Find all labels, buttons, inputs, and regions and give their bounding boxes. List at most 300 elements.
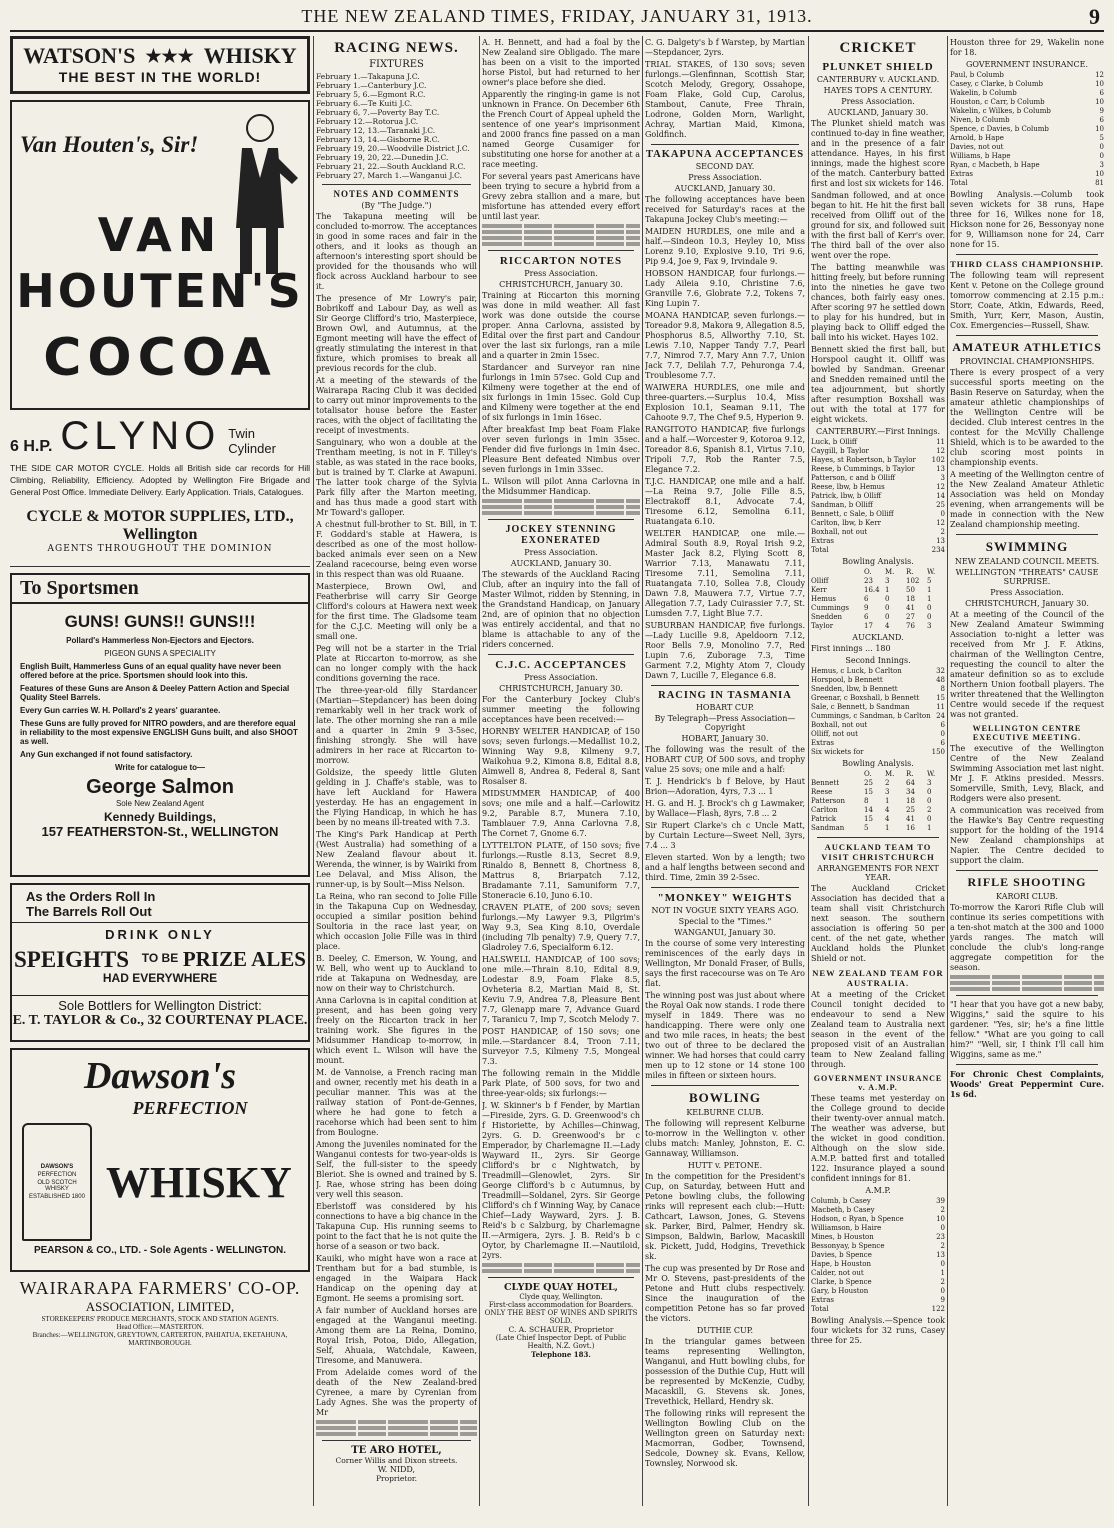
fixture-item: February 13, 14.—Gisborne R.C. <box>316 135 440 144</box>
runs: 1 <box>940 1269 945 1277</box>
bowler-name: Olliff <box>811 577 829 585</box>
runs: 13 <box>936 465 945 473</box>
paragraph: A meeting of the Wellington centre of the New Zealand Amateur Athletic Association was held on Monday evening, when arrangements will be made in connection with the New Zealand championship meeting. <box>950 470 1104 529</box>
clyde-quay-hotel-ad <box>482 1282 640 1359</box>
byline: (By "The Judge.") <box>361 201 432 210</box>
batsman-name: Luck, b Olliff <box>811 438 857 446</box>
paragraph: Sandman followed, and at once began to hit. He hit the first ball received from Olliff out of the ground for six, and followed suit with the first ball of Kerr's over. The third ball of the over also went over the rope. <box>811 191 945 260</box>
bowling-row <box>811 595 945 604</box>
bowling-header-cell <box>811 568 861 577</box>
bowling-figure: 4 <box>885 806 890 814</box>
paragraph: The winning post was just about where the Royal Oak now stands. I rode there myself in 1849. There was no handicapping. There were only one and two mile races, in heats; the best two out of three to be declared the winner. We had horses that could carry men up to 12 stone or 14 stone 100 miles in fifteen or sixteen hours. <box>645 991 805 1080</box>
cricket-column <box>811 36 945 1506</box>
bowling-figure: 0 <box>927 788 932 796</box>
bowling-row <box>811 815 945 824</box>
bowling-row <box>811 586 945 595</box>
fixture-item: February 21, 22.—South Auckland R.C. <box>316 162 466 171</box>
takapuna-acceptances-heading: TAKAPUNA ACCEPTANCES <box>645 149 805 160</box>
score-row <box>811 510 945 519</box>
score-row <box>811 537 945 546</box>
bowling-figure: 15 <box>864 815 873 823</box>
paragraph: Peg will not be a starter in the Trial Plate at Riccarton to-morrow, as she can no longer comply with the hack conditions governing the race. <box>316 644 477 683</box>
van-houten-headline: Van Houten's, Sir! <box>20 132 199 157</box>
score-row <box>950 116 1104 125</box>
subheading: NEW ZEALAND COUNCIL MEETS. <box>954 557 1100 566</box>
wairarapa-merchants: STOREKEEPERS' PRODUCE MERCHANTS, STOCK AND STATION AGENTS. <box>41 1315 279 1323</box>
fixture-item: February 1.—Takapuna J.C. <box>316 72 420 81</box>
score-row <box>811 474 945 483</box>
fixture-item: February 27, March 1.—Wanganui J.C. <box>316 171 462 180</box>
score-row <box>811 483 945 492</box>
cjc-acceptances-heading: C.J.C. ACCEPTANCES <box>495 659 627 671</box>
guns-line-8: Write for catalogue to— <box>114 763 206 772</box>
runs: 48 <box>936 676 945 684</box>
score-row <box>811 456 945 465</box>
batsman-name: Williamson, b Haire <box>811 1224 882 1232</box>
paragraph: Anna Carlovna is in capital condition at present, and has been going very freely on the Riccarton track in her training work. She figures in the Midsummer Handicap to-morrow, in which event L. Wilson will have the mount. <box>316 996 477 1065</box>
clyno-twin: Twin <box>228 426 255 441</box>
bottle-label-perfection: PERFECTION <box>37 1172 77 1178</box>
hotel-line: First-class accommodation for Boarders. ONLY THE BEST OF WINES AND SPIRITS SOLD. <box>484 1301 638 1325</box>
clyno-description: THE SIDE CAR MOTOR CYCLE. Holds all British side car records for Hill Climbing, Reliability, Efficiency. Adopted by Wellington Fire Brigade and General Post Office. Immediate Delivery. Early Application. Trials, Catalogues. <box>10 463 310 497</box>
te-aro-hotel-ad <box>316 1445 477 1483</box>
batsman-name: Davies, not out <box>950 143 1004 151</box>
score-row <box>811 730 945 739</box>
bowling-figure: 1 <box>927 595 932 603</box>
paragraph: The three-year-old filly Stardancer (Martian—Stepdancer) has been doing remarkably well in her track work of late. The other morning she ran a mile and a quarter in 2min 9 3-5sec, finishing strongly. She will have admirers in her race at Riccarton to-morrow. <box>316 686 477 765</box>
dateline: CHRISTCHURCH, January 30. <box>965 599 1089 608</box>
hotel-owner: W. NIDD, <box>377 1465 416 1474</box>
paragraph: A chestnut full-brother to St. Bill, in T. F. Goddard's stable at Hawera, is described as one of the most hollow-backed animals ever seen on a New Zealand racecourse, being even worse in this respect than was old Ruaane. <box>316 520 477 579</box>
subheading: AUCKLAND. <box>852 633 904 642</box>
bowling-figure: 5 <box>864 824 869 832</box>
fixture-item: February 12.—Rotorua J.C. <box>316 117 419 126</box>
runs: 0 <box>940 1260 945 1268</box>
bowler-name: Taylor <box>811 622 834 630</box>
paragraph: The executive of the Wellington Centre of the New Zealand Swimming Association met last night. Mr J. F. Atkins presided. Messrs. Somerville, Smith, Levy, Black, and Rodgers were also present. <box>950 744 1104 803</box>
bowling-row <box>811 788 945 797</box>
bowler-name: Kerr <box>811 586 827 594</box>
racing-news-column <box>316 36 477 1506</box>
score-row <box>811 492 945 501</box>
paragraph: L. Wilson will pilot Anna Carlovna in the Midsummer Handicap. <box>482 477 640 496</box>
government-insurance-heading: GOVERNMENT INSURANCE v. A.M.P. <box>813 1074 943 1092</box>
paragraph: CRAVEN PLATE, of 200 sovs; seven furlongs.—My Lawyer 9.3, Pilgrim's Way 9.3, Sea King 8.10, Overdale (including 7lb penalty) 7.9, Query 7.7, Gladroley 7.6, Specialform 6.12. <box>482 903 640 952</box>
bowling-row <box>811 604 945 613</box>
score-row <box>811 1206 945 1215</box>
paragraph: RANGITOTO HANDICAP, five furlongs and a half.—Worcester 9, Kotoroa 9.12, Toreador 8.6, Spanish 8.1, Virtus 7.10, Tripoli 7.7, Rob the Ranter 7.5, Elegance 7.2. <box>645 425 805 474</box>
batsman-name: Columb, b Casey <box>811 1197 871 1205</box>
runs: 0 <box>940 1224 945 1232</box>
score-row <box>811 1224 945 1233</box>
paragraph: La Reina, who ran second to Jolie Fille in the Takapuna Cup on Wednesday, occupied a similar position behind Soultoria in the race last year, on which occasion Jolie Fille was in third place. <box>316 892 477 951</box>
sports-column <box>950 36 1104 1506</box>
score-row <box>811 1260 945 1269</box>
bowling-figure: 25 <box>864 779 873 787</box>
rifle-shooting-heading: RIFLE SHOOTING <box>967 875 1087 889</box>
runs: 234 <box>931 546 945 554</box>
bowling-header-cell <box>811 770 861 779</box>
paragraph: In the competition for the President's Cup, on Saturday, between Hutt and Petone bowling clubs, the following rinks will represent each club:—Hutt: Cathcart, Lawson, Jones, G. Stevens sk. Parker, Bird, Palmer, Hendry sk. Simpson, Baldwin, Barlow, Macaskill sk. Pickett, Judd, Hodgins, Trevethick sk. <box>645 1172 805 1261</box>
fixture-item: February 6.—Te Kuiti J.C. <box>316 99 413 108</box>
paragraph: C. G. Dalgety's b f Warstep, by Martian—Stepdancer, 2yrs. <box>645 38 805 57</box>
runs: 0 <box>1099 143 1104 151</box>
runs: 10 <box>1095 170 1104 178</box>
press-association: Press Association. <box>841 97 915 106</box>
clyno-hp: 6 H.P. <box>10 438 53 455</box>
acceptances-column <box>645 36 805 1506</box>
bowling-figure: 3 <box>927 779 932 787</box>
subheading: CANTERBURY v. AUCKLAND. <box>816 75 940 84</box>
runs: 14 <box>936 492 945 500</box>
runs: 2 <box>940 528 945 536</box>
bowling-figure: 0 <box>885 595 890 603</box>
runs: 6 <box>1099 116 1104 124</box>
bowling-figure: 1 <box>927 586 932 594</box>
page-number: 9 <box>1089 4 1100 29</box>
guns-line-6: These Guns are fully proved for NITRO powders, and are therefore equal in reliability to the most expensive ENGLISH Guns built, and also SHOOT as well. <box>20 719 298 746</box>
runs: 150 <box>931 748 945 756</box>
score-row <box>811 748 945 757</box>
racing-news-heading: RACING NEWS. <box>334 40 459 56</box>
speights-ad <box>10 883 310 1042</box>
bowling-figure: 8 <box>864 797 869 805</box>
fixture-item: February 1.—Canterbury J.C. <box>316 81 427 90</box>
speights-line-1: As the Orders Roll In <box>26 889 156 904</box>
paragraph: The Takapuna meeting will be concluded to-morrow. The acceptances in good in some races and fair in the others, and it looks as though an afternoon's interesting sport should be provided for the thousands who will flock across Auckland harbour to see it. <box>316 212 477 291</box>
bowling-header-row <box>811 770 945 779</box>
runs: 13 <box>936 1251 945 1259</box>
paragraph: Bennett skied the first ball, but Horspool caught it. Olliff was bowled by Sandman. Greenar and Snedden remained until the tea adjournment, but shortly after resumption Boxshall was out with the total at 177 for eight wickets. <box>811 345 945 424</box>
paragraph: Sanguinary, who won a double at the Trentham meeting, is not in F. Tilley's stable, as was stated in the race books, but is trained by T. Clarke at Awapuni. The latter took charge of the Sylvia Park filly after the Marton meeting, and has thus made a good start with Mr Toward's galloper. <box>316 438 477 517</box>
batsman-name: Caygill, b Taylor <box>811 447 869 455</box>
guns-ad <box>10 573 310 877</box>
whisky-bottle-illustration <box>22 1123 92 1241</box>
subheading: Second Innings. <box>845 656 911 665</box>
paragraph: M. de Vannoise, a French racing man and owner, recently met his death in a peculiar manner. This was at the railway station of Pont-de-Gennes, where he had gone to fetch a racehorse which had been sent to him from Boulogne. <box>316 1068 477 1137</box>
runs: 25 <box>936 501 945 509</box>
batsman-name: Cummings, c Sandman, b Carlton <box>811 712 931 720</box>
paragraph: Among the juveniles nominated for the Wanganui contests for two-year-olds is Self, the full-sister to the speedy Bleriot. She is owned and trained by S. J. Rae, whose string has been doing very well this season. <box>316 1140 477 1199</box>
fixture-item: February 19, 20, 22.—Dunedin J.C. <box>316 153 449 162</box>
dawsons-whisky-ad <box>10 1048 310 1272</box>
batsman-name: Total <box>811 546 829 554</box>
score-row <box>811 1251 945 1260</box>
speights-arc-text: DRINK ONLY <box>105 927 215 942</box>
column-rule <box>642 36 643 1506</box>
runs: 39 <box>936 1197 945 1205</box>
notes-comments-heading: NOTES AND COMMENTS <box>333 189 460 199</box>
batsman-name: Bennett, c Sale, b Olliff <box>811 510 894 518</box>
paragraph: T.J.C. HANDICAP, one mile and a half.—La Reina 9.7, Jolie Fille 8.5, Electrakoff 8.1, Advocate 7.4, Tiresome 6.12, Semolina 6.11, Ruatangata 6.10. <box>645 477 805 526</box>
fixture-list <box>316 72 477 180</box>
bowling-header-cell: W. <box>927 568 936 576</box>
bowling-figure: 16.4 <box>864 586 880 594</box>
special-credit: Special to the "Times." <box>678 917 772 926</box>
score-row <box>811 667 945 676</box>
runs: 23 <box>936 1233 945 1241</box>
score-row <box>950 143 1104 152</box>
paragraph: Goldsize, the speedy little Gluten gelding in J. Chaffe's stable, was to have left Auckland for Hawera yesterday. He has an engagement in the Flying Handicap, in which he has been by no means ill-treated with 7.3. <box>316 768 477 827</box>
subheading: KELBURNE CLUB. <box>686 1108 764 1117</box>
dateline: CHRISTCHURCH, January 30. <box>499 280 623 289</box>
dawsons-agents: PEARSON & CO., LTD. - Sole Agents - WELLINGTON. <box>33 1245 287 1256</box>
bowling-figure: 1 <box>927 824 932 832</box>
bowling-figure: 6 <box>864 595 869 603</box>
batsman-name: Reese, b Cummings, b Taylor <box>811 465 915 473</box>
cricket-heading: CRICKET <box>839 40 917 56</box>
column-rule <box>313 36 314 1506</box>
batsman-name: Wakelin, c Wilkes, b Columb <box>950 107 1051 115</box>
runs: 10 <box>1095 80 1104 88</box>
batsman-name: Reese, lbw, b Hemus <box>811 483 885 491</box>
paragraph: WAIWERA HURDLES, one mile and three-quarters.—Surplus 10.4, Miss Explosion 10.1, Seaman 9.11, The Cahoote 9.7, The Chef 9.5, Hyperion 9. <box>645 383 805 422</box>
subheading: WELLINGTON "THREATS" CAUSE SURPRISE. <box>955 568 1099 586</box>
runs: 5 <box>1099 134 1104 142</box>
score-row <box>950 179 1104 188</box>
runs: 12 <box>936 519 945 527</box>
dateline: AUCKLAND, January 30. <box>827 108 929 117</box>
paragraph: There is every prospect of a very successful sports meeting on the Basin Reserve on Saturday, when the amateur athletic championships of the Wellington Centre will be decided. Club interest centres in the contest for the McVilly Challenge Shield, which is to be awarded to the club scoring most points in championship events. <box>950 368 1104 467</box>
batsman-name: Arnold, b Hape <box>950 134 1004 142</box>
bowling-figure: 18 <box>906 797 915 805</box>
paragraph: Bowling Analysis.—Spence took four wickets for 32 runs, Casey three for 25. <box>811 1316 945 1345</box>
score-row <box>811 1296 945 1305</box>
subheading: KARORI CLUB. <box>996 892 1058 901</box>
score-row <box>950 170 1104 179</box>
runs: 8 <box>940 685 945 693</box>
scorecard-canterbury <box>811 438 945 555</box>
paragraph: Kauiki, who might have won a race at Trentham but for a bad stumble, is engaged in the Waipara Hack Handicap on the opening day at Egmont. He seems a promising sort. <box>316 1254 477 1303</box>
advert-line: For Chronic Chest Complaints, Woods' Great Peppermint Cure. 1s 6d. <box>950 1069 1104 1099</box>
bowling-figure: 23 <box>864 577 873 585</box>
score-row <box>811 676 945 685</box>
batsman-name: Houston, c Carr, b Columb <box>950 98 1045 106</box>
bowling-figure: 14 <box>864 806 873 814</box>
bowling-figure: 1 <box>885 586 890 594</box>
third-class-heading: THIRD CLASS CHAMPIONSHIP. <box>950 259 1104 269</box>
batsman-name: Williams, b Hape <box>950 152 1011 160</box>
racing-tasmania-heading: RACING IN TASMANIA <box>658 690 792 701</box>
batsman-name: Hape, b Houston <box>811 1260 872 1268</box>
speights-line-2: The Barrels Roll Out <box>12 904 308 923</box>
batsman-name: Greenar, c Boxshall, b Bennett <box>811 694 920 702</box>
batsman-name: Hayes, st Robertson, b Taylor <box>811 456 916 464</box>
score-row <box>950 125 1104 134</box>
paragraph: The following will represent Kelburne to-morrow in the Wellington v. other clubs match: Manley, Johnston, E. C. Gannaway, Williamson. <box>645 1119 805 1158</box>
bowling-row <box>811 797 945 806</box>
paragraph: After breakfast Imp beat Foam Flake over seven furlongs in 1min 35sec. Fender did five furlongs in 1min 4sec. Pleasure Bent defeated Nimbus over seven furlongs in 1min 33sec. <box>482 425 640 474</box>
bowling-figure: 64 <box>906 779 915 787</box>
batsman-name: Casey, c Clarke, b Columb <box>950 80 1043 88</box>
bowling-figure: 27 <box>906 613 915 621</box>
score-row <box>811 501 945 510</box>
fixture-item: February 19, 20.—Woodville District J.C. <box>316 144 470 153</box>
subheading: HUTT v. PETONE. <box>687 1161 763 1170</box>
dateline: HOBART, January 30. <box>681 734 769 743</box>
bowling-figure: 9 <box>864 604 869 612</box>
bowling-figure: 50 <box>906 586 915 594</box>
guns-line-5: Every Gun carries W. H. Pollard's 2 years' guarantee. <box>20 706 221 715</box>
score-row <box>950 80 1104 89</box>
paragraph: Training at Riccarton this morning was done in mild weather. All fast work was done outside the course proper. Anna Carlovna, assisted by Edital over the first part and Candour over the last six furlongs, ran a mile and a quarter in 2min 15sec. <box>482 291 640 360</box>
guns-address: 157 FEATHERSTON-St., WELLINGTON <box>41 824 279 839</box>
wairarapa-assoc: ASSOCIATION, LIMITED, <box>85 1299 235 1314</box>
paragraph: For the Canterbury Jockey Club's summer meeting the following acceptances have been received:— <box>482 695 640 724</box>
riccarton-notes-heading: RICCARTON NOTES <box>499 255 623 267</box>
cocoa-word: COCOA <box>43 328 277 388</box>
runs: 0 <box>940 510 945 518</box>
speights-left-word: SPEIGHTS <box>14 947 130 972</box>
batsman-name: Sandman, b Olliff <box>811 501 873 509</box>
bowling-row <box>811 622 945 631</box>
bowling-row <box>811 806 945 815</box>
paragraph: MAIDEN HURDLES, one mile and a half.—Sindeon 10.3, Heyley 10, Miss Lorenz 9.10, Explosive 9.10, Tri 9.6, Pip 9.4, Joe 9, Fax 9, Irvindale 9. <box>645 227 805 266</box>
watsons-tagline: THE BEST IN THE WORLD! <box>58 69 262 85</box>
dateline: WANGANUI, January 30. <box>674 928 776 937</box>
guns-line-3: English Built, Hammerless Guns of an equal quality have never been offered before at the price. Sportsmen should look into this. <box>20 662 281 680</box>
score-row <box>811 1305 945 1314</box>
paragraph: The Plunket shield match was continued to-day in fine weather, and in the presence of a fair attendance. Hayes, in his first innings, made the highest score of the match. Canterbury batted first and lost six wickets for 146. <box>811 119 945 188</box>
batsman-name: Patterson, c and b Olliff <box>811 474 896 482</box>
paragraph: Masterpiece, Brown Owl, and Featherbrise will carry Sir George Clifford's colours at Hawera next week for the first time. The Gladsome team for the C.J.C. Meeting will only be a small one. <box>316 582 477 641</box>
paragraph: The batting meanwhile was hitting freely, but before running into the nineties he gave two chances, both fairly easy ones. After scoring 97 he settled down to play for his hundred, but in playing back to Olliff edged the ball into his wicket. Hayes 102. <box>811 263 945 342</box>
bowler-name: Snedden <box>811 613 843 621</box>
bottle-label-est: ESTABLISHED 1800 <box>29 1194 85 1200</box>
paragraph: For several years past Americans have been trying to secure a hybrid from a Grevy zebra stallion and a mare, but misfortune has attended every effort until last year. <box>482 172 640 221</box>
bowling-figure: 34 <box>906 788 915 796</box>
bowling-table <box>811 568 945 631</box>
amateur-athletics-heading: AMATEUR ATHLETICS <box>952 340 1102 354</box>
runs: 2 <box>940 1242 945 1250</box>
score-row <box>950 89 1104 98</box>
subheading: PROVINCIAL CHAMPIONSHIPS. <box>959 357 1095 366</box>
column-rule <box>808 36 809 1506</box>
score-row <box>811 546 945 555</box>
bowling-table <box>811 770 945 833</box>
paragraph: The following was the result of the HOBART CUP, Of 500 sovs, and trophy value 25 sovs; one mile and a half: <box>645 745 805 774</box>
paragraph: Eleven started. Won by a length; two and a half lengths between second and third. Time, 2min 39 2-5sec. <box>645 853 805 882</box>
score-row <box>811 528 945 537</box>
press-association: By Telegraph—Press Association—Copyright <box>654 714 796 732</box>
paragraph: The following acceptances have been received for Saturday's races at the Takapuna Jockey Club's meeting:— <box>645 195 805 224</box>
paragraph: MOANA HANDICAP, seven furlongs.—Toreador 9.8, Makora 9, Allegation 8.5, Phosphorus 8.5, Allworthy 7.10, St. Lewis 7.10, Napper Tandy 7.7, Pearl 7.7, Nimrod 7.7, Mary Ann 7.7, Union Jack 7.7, Delilah 7.7, Pehuronga 7.4, Troublesome 7.7. <box>645 311 805 380</box>
bowling-title: Bowling Analysis. <box>842 557 914 566</box>
paragraph: Stardancer and Surveyor ran nine furlongs in 1min 57sec. Gold Cup and Kilmeny were together at the end of six furlongs in 1min 15sec. Gold Cup and Kilmeny were together at the end of six furlongs in 1min 16sec. <box>482 363 640 422</box>
paragraph: Apparently the ringing-in game is not unknown in France. On December 6th the French Court of Appeal upheld the sentence of one year's imprisonment and 2000 francs fine passed on a man named George Cusamiger for substituting one horse for another at a race meeting. <box>482 90 640 169</box>
bowling-figure: 3 <box>885 577 890 585</box>
score-row <box>950 152 1104 161</box>
score-row <box>811 1287 945 1296</box>
speights-mid-2: HAD EVERYWHERE <box>102 971 218 985</box>
masthead <box>10 4 1104 32</box>
scorecard-amp <box>811 1197 945 1314</box>
score-row <box>811 1278 945 1287</box>
score-row <box>811 1233 945 1242</box>
bowling-figure: 0 <box>885 613 890 621</box>
paragraph: The following remain in the Middle Park Plate, of 500 sovs, for two and three-year-olds; six furlongs:— <box>482 1069 640 1098</box>
clyno-company: CYCLE & MOTOR SUPPLIES, LTD., Wellington <box>26 508 294 543</box>
paragraph: B. Deeley, C. Emerson, W. Young, and W. Bell, who went up to Auckland to ride at Takapuna on Wednesday, are now on their way to Christchurch. <box>316 954 477 993</box>
runs: 122 <box>931 1305 945 1313</box>
paragraph: At a meeting of the Cricket Council tonight decided to endeavour to send a New Zealand team to Australia next season in the event of the proposed visit of an Australian team to New Zealand falling through. <box>811 990 945 1069</box>
paragraph: HORNBY WELTER HANDICAP, of 150 sovs; seven furlongs.—Medallist 10.2, Winning Way 9.8, Kilmeny 9.7, Waikohua 9.2, Kimona 8.8, Edital 8.8, Aimwell 8, Andrea 8, Federal 8, Sant Rosalser 8. <box>482 727 640 786</box>
batsman-name: Clarke, b Spence <box>811 1278 872 1286</box>
paragraph: WELTER HANDICAP, one mile.—Admiral South 8.9, Royal Irish 9.2, Master Jack 8.2, Flying Scott 8, Warrior 7.13, Manawatu 7.11, Tiresome 7.11, Semolina 7.11, Ruatangata 7.10, Sollea 7.8, Cloudy Dawn 7.8, Mauwera 7.7, Virtue 7.7, Allegation 7.7, Lady Cuirassier 7.7, St. Lumsden 7.7, Light Blue 7.7. <box>645 529 805 618</box>
houtens-word: HOUTEN'S <box>16 264 304 318</box>
wairarapa-title: WAIRARAPA FARMERS' CO-OP. <box>19 1278 301 1298</box>
bowling-header-cell: O. <box>864 568 872 576</box>
bowler-name: Bennett <box>811 779 840 787</box>
bowler-name: Sandman <box>811 824 845 832</box>
runs: 9 <box>940 1296 945 1304</box>
score-row <box>811 438 945 447</box>
subheading: NOT IN VOGUE SIXTY YEARS AGO. <box>651 906 799 915</box>
clyno-name: CLYNO <box>60 414 221 458</box>
bowling-row <box>811 577 945 586</box>
guns-line-7: Any Gun exchanged if not found satisfactory. <box>20 750 193 759</box>
score-row <box>811 721 945 730</box>
bowler-name: Patterson <box>811 797 845 805</box>
paragraph: HOBSON HANDICAP, four furlongs.—Lady Aileia 9.10, Christine 7.6, Granville 7.6, Globrate 7.2, Tokens 7, King Lupin 7. <box>645 269 805 308</box>
bowler-name: Reese <box>811 788 833 796</box>
bowling-figure: 15 <box>864 788 873 796</box>
paragraph: The stewards of the Auckland Racing Club, after an inquiry into the fall of Master Wilmot, ridden by Stenning, in the Grandstand Handicap, on January 2nd, are of opinion that no objection was entirely accidental, and that no blame is attachable to any of the riders concerned. <box>482 570 640 649</box>
hotel-line: (Late Chief Inspector Dept. of Public Health, N.Z. Govt.) <box>495 1334 627 1350</box>
subheading: HAYES TOPS A CENTURY. <box>823 86 933 95</box>
score-row <box>811 703 945 712</box>
batsman-name: Extras <box>811 537 834 545</box>
guns-building: Kennedy Buildings, <box>103 810 216 824</box>
batsman-name: Davies, b Spence <box>811 1251 872 1259</box>
paragraph: "I hear that you have got a new baby, Wiggins," said the squire to his gardener. "Yes, sir; he's a fine little fellow." "What are you going to call him?" "Well, sir, I think I'll call him Wiggins, same as me." <box>950 1000 1104 1059</box>
result-line: T. J. Hendrick's b f Belove, by Haut Brion—Adoration, 4yrs, 7.3 ... 1 <box>645 777 805 796</box>
paragraph: Bowling Analysis.—Columb took seven wickets for 38 runs, Hape three for 16, Wilkes none for 18, Hickson none for 26, Bessonyay none for 9, Williamson none for 24, Carr none for 15. <box>950 190 1104 249</box>
advertisement-column <box>10 36 310 1506</box>
runs: 12 <box>936 447 945 455</box>
bowling-figure: 0 <box>927 604 932 612</box>
guns-title: GUNS! GUNS!! GUNS!!! <box>64 612 256 631</box>
score-row <box>811 519 945 528</box>
runs: 0 <box>1099 152 1104 160</box>
runs: 11 <box>936 438 945 446</box>
batsman-name: Wakelin, b Columb <box>950 89 1017 97</box>
fixture-item: February 6, 7.—Poverty Bay T.C. <box>316 108 440 117</box>
bowling-figure: 25 <box>906 806 915 814</box>
batsman-name: Olliff, not out <box>811 730 858 738</box>
paragraph: The King's Park Handicap at Perth (West Australia) had something of a New Zealand flavour about it. Werenda, the winner, is by Wairiki from Lee Delaval, and Miss Alison, the runner-up, is by Soult—Miss Nelson. <box>316 830 477 889</box>
bowling-figure: 2 <box>927 806 932 814</box>
bowling-figure: 3 <box>927 622 932 630</box>
score-row <box>811 739 945 748</box>
column-rule <box>479 36 480 1506</box>
batsman-name: Total <box>950 179 968 187</box>
batsman-name: Snedden, lbw, b Bennett <box>811 685 898 693</box>
fixture-item: February 12, 13.—Taranaki J.C. <box>316 126 436 135</box>
monkey-weights-heading: "MONKEY" WEIGHTS <box>657 892 793 904</box>
paragraph: A. H. Bennett, and had a foal by the New Zealand sire Obligado. The mare has been on a visit to the imported horse Pistol, but had returned to her owner's place before she died. <box>482 38 640 87</box>
paragraph: The following team will represent Kent v. Petone on the College ground tomorrow commencing at 2.15 p.m.: Storr, Coate, Atkin, Edwards, Reed, Smith, Yurr, Kerr, Mason, Austin, Cox. Emergencies—Russell, Shaw. <box>950 271 1104 330</box>
subheading: SECOND DAY. <box>695 162 755 171</box>
clyno-cylinder: Cylinder <box>228 441 276 456</box>
runs: 2 <box>940 1206 945 1214</box>
bottle-label-old: OLD SCOTCH WHISKY <box>37 1180 77 1192</box>
hotel-address: Clyde quay, Wellington. <box>519 1293 603 1301</box>
runs: 10 <box>1095 98 1104 106</box>
bowling-title: Bowling Analysis. <box>842 759 914 768</box>
runs: 11 <box>936 703 945 711</box>
paragraph: At a meeting of the Council of the New Zealand Amateur Swimming Association to-night a letter was received from Mr J. F. Atkins, chairman of the Wellington Centre, requesting the council to alter the amateur definition so as to exclude Northern Union football players. The writer threatened that the Wellington Centre would secede if the request was not granted. <box>950 610 1104 719</box>
